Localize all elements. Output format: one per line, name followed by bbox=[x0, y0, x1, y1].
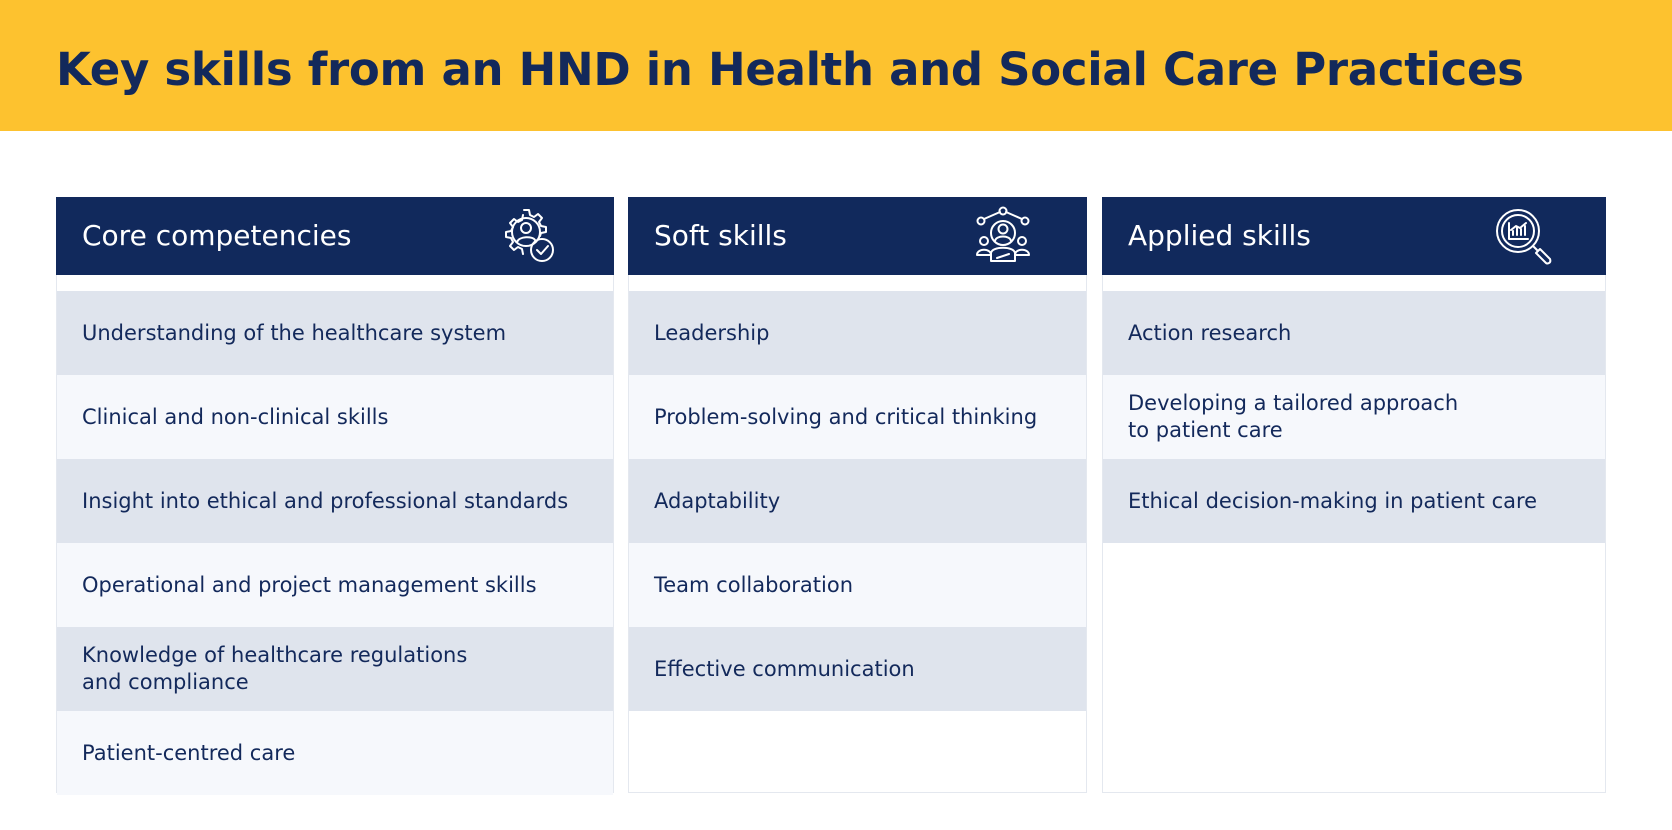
list-item-label: Clinical and non-clinical skills bbox=[82, 404, 389, 429]
team-network-icon bbox=[972, 205, 1034, 267]
soft-skills-list bbox=[629, 291, 1086, 711]
gear-person-check-icon bbox=[498, 205, 560, 267]
soft-skills-column bbox=[628, 197, 1087, 793]
list-item-label: Effective communication bbox=[654, 656, 915, 681]
applied-skills-header bbox=[1102, 197, 1606, 275]
core-competencies-column bbox=[56, 197, 614, 793]
list-item-label: Understanding of the healthcare system bbox=[82, 320, 507, 345]
list-item bbox=[57, 627, 613, 711]
list-item bbox=[1103, 291, 1605, 375]
list-item-label: Developing a tailored approach to patient care bbox=[1128, 391, 1459, 442]
list-item-label: Action research bbox=[1128, 320, 1292, 345]
list-item-label: Leadership bbox=[654, 320, 770, 345]
core-competencies-list bbox=[57, 291, 613, 795]
core-competencies-title: Core competencies bbox=[82, 219, 352, 252]
list-item-label: Knowledge of healthcare regulations and compliance bbox=[82, 643, 468, 694]
magnifier-chart-icon bbox=[1492, 205, 1554, 267]
list-item bbox=[629, 543, 1086, 627]
applied-skills-list bbox=[1103, 291, 1605, 543]
core-competencies-header bbox=[56, 197, 614, 275]
list-item bbox=[57, 375, 613, 459]
page-title: Key skills from an HND in Health and Social Care Practices bbox=[56, 43, 1524, 96]
soft-skills-header bbox=[628, 197, 1087, 275]
list-item-label: Operational and project management skills bbox=[82, 572, 537, 597]
list-item bbox=[629, 459, 1086, 543]
list-item bbox=[629, 291, 1086, 375]
list-item-label: Team collaboration bbox=[654, 572, 854, 597]
list-item bbox=[1103, 459, 1605, 543]
list-item-label: Ethical decision-making in patient care bbox=[1128, 488, 1538, 513]
list-item-label: Adaptability bbox=[654, 488, 781, 513]
list-item bbox=[57, 459, 613, 543]
applied-skills-column bbox=[1102, 197, 1606, 793]
list-item-label: Patient-centred care bbox=[82, 740, 296, 765]
list-item bbox=[57, 543, 613, 627]
list-item-label: Problem-solving and critical thinking bbox=[654, 404, 1038, 429]
list-item bbox=[57, 711, 613, 795]
list-item bbox=[1103, 375, 1605, 459]
list-item bbox=[629, 627, 1086, 711]
list-item bbox=[629, 375, 1086, 459]
soft-skills-title: Soft skills bbox=[654, 219, 787, 252]
list-item bbox=[57, 291, 613, 375]
list-item-label: Insight into ethical and professional standards bbox=[82, 488, 569, 513]
applied-skills-title: Applied skills bbox=[1128, 219, 1311, 252]
